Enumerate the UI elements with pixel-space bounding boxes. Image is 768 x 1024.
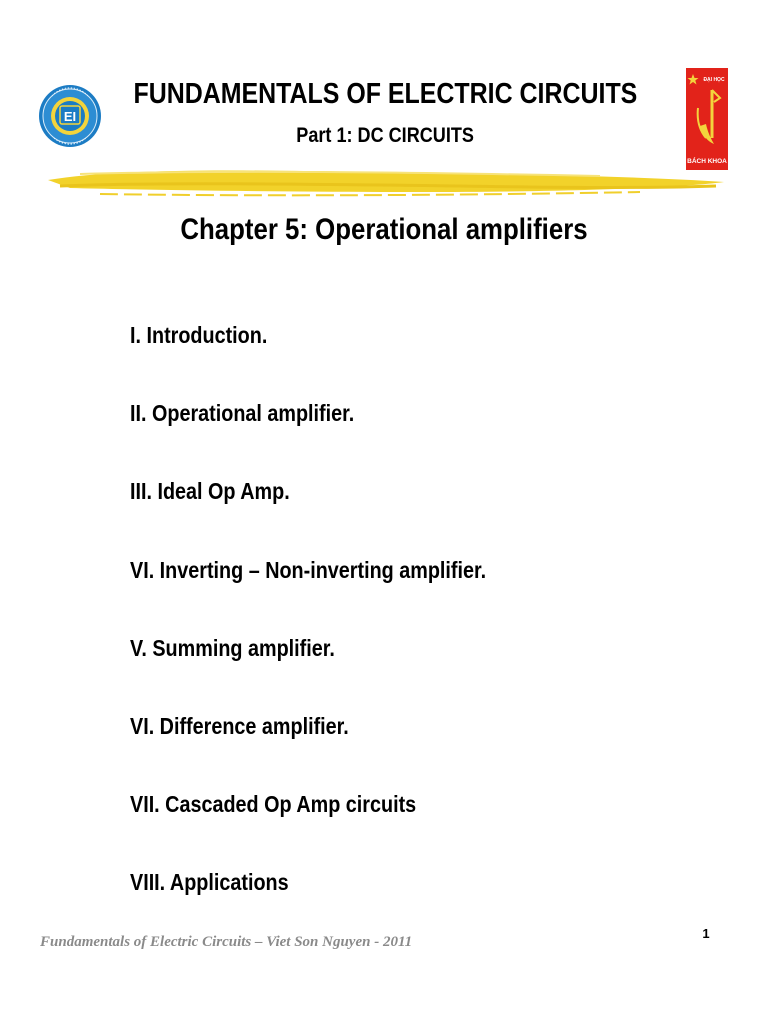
toc-item: VI. Difference amplifier. [130,713,349,739]
toc-item: II. Operational amplifier. [130,400,355,426]
logo-right-top-text: ĐẠI HỌC [703,77,725,83]
footer-credit: Fundamentals of Electric Circuits – Viet Son Nguyen - 2011 [40,934,413,950]
logo-right-bottom-text: BÁCH KHOA [687,158,727,165]
toc-item: VII. Cascaded Op Amp circuits [130,791,417,817]
brush-stroke-divider [40,158,730,204]
toc-item: I. Introduction. [130,322,268,348]
chapter-title: Chapter 5: Operational amplifiers [180,213,588,246]
toc-item: VI. Inverting – Non-inverting amplifier. [130,557,487,583]
toc-item: III. Ideal Op Amp. [130,478,290,504]
course-subtitle: Part 1: DC CIRCUITS [296,124,474,147]
logo-left-mark: EI [63,109,77,124]
toc-item: VIII. Applications [130,869,289,895]
toc-item: V. Summing amplifier. [130,635,335,661]
course-title: FUNDAMENTALS OF ELECTRIC CIRCUITS [133,78,638,110]
page-number: 1 [702,926,710,941]
